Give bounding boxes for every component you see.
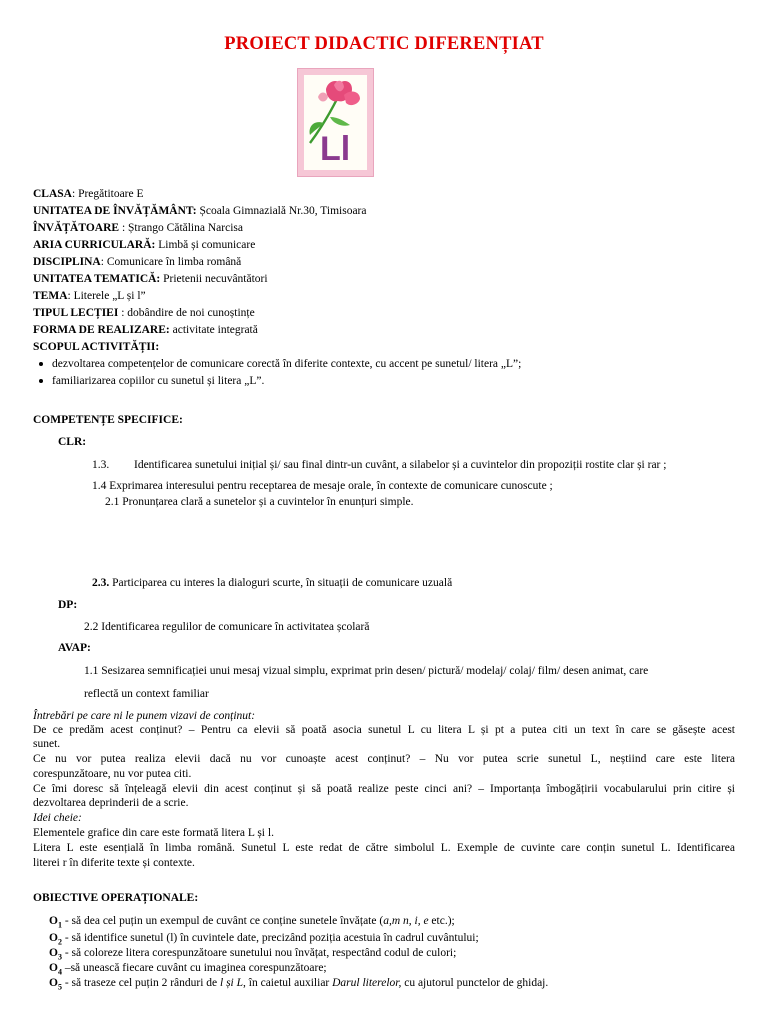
letter-card-image (297, 68, 374, 177)
clr-label: CLR: (58, 436, 87, 448)
competence-2-3: 2.3. Participarea cu interes la dialoguri scurte, în situații de comunicare uzuală (92, 577, 453, 589)
key-idea-2: Litera L este esențială în limba română. Sunetul L este redat de către simbolul L. Exemple de cuvinte care conțin sunetul L. Identificarea (33, 842, 735, 854)
question-1: De ce predăm acest conținut? – Pentru ca elevii să poată asocia sunetul L cu litera L și pt a putea citi un text în care se găsește acest (33, 724, 735, 736)
objective-o1: $O_1$ - să dea cel puțin un exempul de cuvânt ce conține sunetele învățate (a,m n, i, e etc.); (49, 915, 455, 930)
objective-o2: $O_2$ - să identifice sunetul (l) în cuvintele date, precizând poziția acestuia în cadrul cuvântului; (49, 932, 479, 947)
bullet-icon (39, 362, 43, 366)
info-class: CLASA: Pregătitoare E (33, 188, 144, 200)
competence-1-3: Identificarea sunetului inițial și/ sau final dintr-un cuvânt, a silabelor și a cuvintelor din propoziții rostite clar și rar ; (134, 459, 667, 471)
objective-o3: $O_3$ - să coloreze litera corespunzătoare sunetului nou învățat, respectând codul de culori; (49, 947, 457, 962)
key-ideas-heading: Idei cheie: (33, 812, 82, 824)
info-lesson-type: TIPUL LECȚIEI : dobândire de noi cunoștințe (33, 307, 255, 319)
competence-1-3-number: 1.3. (92, 459, 110, 471)
info-thematic-unit: UNITATEA TEMATICĂ: Prietenii necuvântători (33, 273, 268, 285)
info-discipline: DISCIPLINA: Comunicare în limba română (33, 256, 242, 268)
question-3: Ce îmi doresc să înțeleagă elevii din acest conținut și să poată realize peste cinci ani? – Importanța îmbogățirii vocabularului prin citire și (33, 783, 735, 795)
svg-text:Ll: Ll (320, 130, 351, 168)
competence-2-2: 2.2 Identificarea regulilor de comunicare în activitatea școlară (84, 621, 370, 633)
question-3-cont: dezvoltarea deprinderii de a scrie. (33, 797, 189, 809)
question-2: Ce nu vor putea realiza elevii dacă nu vor cunoaște acest conținut? – Nu vor putea scrie sunetul L, neștiind care este litera (33, 753, 735, 765)
question-2-cont: corespunzătoare, nu vor putea citi. (33, 768, 192, 780)
bullet-icon (39, 379, 43, 383)
info-curricular-area: ARIA CURRICULARĂ: Limbă și comunicare (33, 239, 256, 251)
dp-label: DP: (58, 599, 78, 611)
competence-1-4: 1.4 Exprimarea interesului pentru receptarea de mesaje orale, în contexte de comunicare cunoscute ; (92, 480, 553, 492)
objective-o5: $O_5$ - să traseze cel puțin 2 rânduri de l și L, în caietul auxiliar Darul literelor, cu ajutorul punctelor de ghidaj. (49, 977, 549, 992)
question-1-cont: sunet. (33, 738, 61, 750)
scope-item: dezvoltarea competențelor de comunicare corectă în diferite contexte, cu accent pe sunetul/ litera „L”; (52, 358, 522, 370)
info-topic: TEMA: Literele „L și l” (33, 290, 146, 302)
competence-1-1-cont: reflectă un context familiar (84, 688, 209, 700)
questions-heading: Întrebări pe care ni le punem vizavi de conținut: (33, 710, 256, 722)
competences-heading: COMPETENȚE SPECIFICE: (33, 414, 183, 426)
info-form: FORMA DE REALIZARE: activitate integrată (33, 324, 258, 336)
objectives-heading: OBIECTIVE OPERAȚIONALE: (33, 892, 199, 904)
key-idea-2-cont: literei r în diferite texte și contexte. (33, 857, 195, 869)
avap-label: AVAP: (58, 642, 91, 654)
info-teacher: ÎNVĂȚĂTOARE : Ștrango Cătălina Narcisa (33, 222, 243, 234)
document-title: PROIECT DIDACTIC DIFERENȚIAT (224, 34, 544, 54)
competence-2-1: 2.1 Pronunțarea clară a sunetelor și a cuvintelor în enunțuri simple. (105, 496, 414, 508)
key-idea-1: Elementele grafice din care este formată litera L și l. (33, 827, 274, 839)
info-school: UNITATEA DE ÎNVĂȚĂMÂNT: Școala Gimnazială Nr.30, Timisoara (33, 205, 367, 217)
scope-heading: SCOPUL ACTIVITĂȚII: (33, 341, 160, 353)
scope-item: familiarizarea copiilor cu sunetul și litera „L”. (52, 375, 265, 387)
objective-o4: $O_4$ –să unească fiecare cuvânt cu imaginea corespunzătoare; (49, 962, 327, 977)
competence-1-1: 1.1 Sesizarea semnificației unui mesaj vizual simplu, exprimat prin desen/ pictură/ modelaj/ colaj/ film/ desen animat, care (84, 665, 649, 677)
tulip-letter-l-icon (304, 75, 367, 170)
